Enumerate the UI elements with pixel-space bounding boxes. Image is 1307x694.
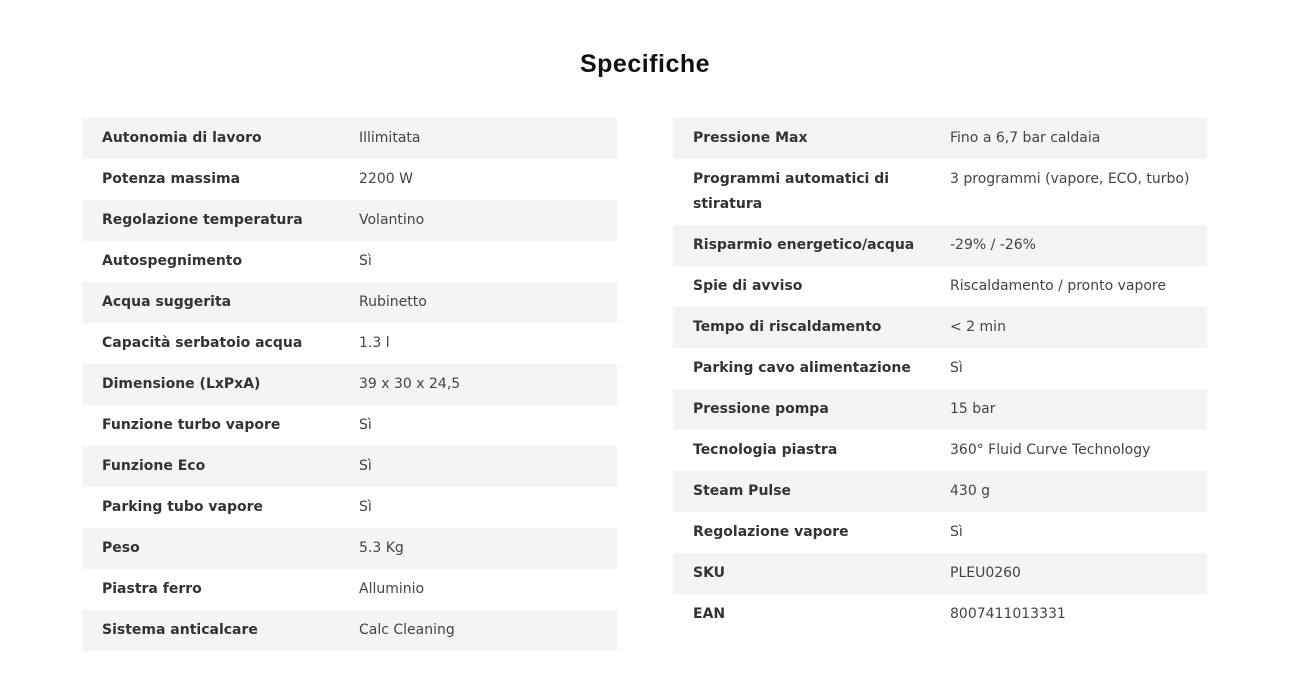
- spec-row: [82, 487, 617, 528]
- spec-value: 2200 W: [339, 159, 617, 200]
- spec-value: 3 programmi (vapore, ECO, turbo): [930, 159, 1207, 225]
- spec-row: [673, 225, 1207, 266]
- spec-label: Steam Pulse: [673, 471, 930, 512]
- spec-row: [673, 471, 1207, 512]
- spec-row: [673, 389, 1207, 430]
- spec-label: Parking tubo vapore: [82, 487, 339, 528]
- spec-row: [82, 364, 617, 405]
- spec-row: [82, 200, 617, 241]
- spec-value: PLEU0260: [930, 553, 1207, 594]
- spec-row: [673, 118, 1207, 159]
- spec-row: [673, 553, 1207, 594]
- spec-value: Sì: [339, 241, 617, 282]
- spec-value: 39 x 30 x 24,5: [339, 364, 617, 405]
- spec-label: Peso: [82, 528, 339, 569]
- spec-label: Spie di avviso: [673, 266, 930, 307]
- spec-row: [82, 282, 617, 323]
- spec-label: Autonomia di lavoro: [82, 118, 339, 159]
- spec-row: [673, 159, 1207, 225]
- spec-value: Volantino: [339, 200, 617, 241]
- spec-value: Sì: [339, 446, 617, 487]
- spec-row: [82, 323, 617, 364]
- spec-table-left-body: [82, 118, 617, 651]
- spec-row: [82, 610, 617, 651]
- spec-value: 430 g: [930, 471, 1207, 512]
- spec-value: Sì: [339, 487, 617, 528]
- spec-value: 1.3 l: [339, 323, 617, 364]
- spec-label: Funzione turbo vapore: [82, 405, 339, 446]
- spec-row: [82, 241, 617, 282]
- spec-row: [673, 430, 1207, 471]
- spec-value: 5.3 Kg: [339, 528, 617, 569]
- spec-row: [673, 266, 1207, 307]
- spec-label: Capacità serbatoio acqua: [82, 323, 339, 364]
- spec-label: EAN: [673, 594, 930, 635]
- spec-label: Risparmio energetico/acqua: [673, 225, 930, 266]
- spec-label: Parking cavo alimentazione: [673, 348, 930, 389]
- spec-row: [673, 594, 1207, 635]
- spec-value: Fino a 6,7 bar caldaia: [930, 118, 1207, 159]
- spec-label: Acqua suggerita: [82, 282, 339, 323]
- spec-label: Programmi automatici di stiratura: [673, 159, 930, 225]
- page-title: Specifiche: [579, 50, 711, 78]
- spec-row: [82, 405, 617, 446]
- spec-value: Riscaldamento / pronto vapore: [930, 266, 1207, 307]
- spec-row: [673, 348, 1207, 389]
- spec-value: < 2 min: [930, 307, 1207, 348]
- spec-value: Sì: [930, 348, 1207, 389]
- spec-label: Funzione Eco: [82, 446, 339, 487]
- spec-row: [82, 159, 617, 200]
- spec-label: Piastra ferro: [82, 569, 339, 610]
- spec-value: Calc Cleaning: [339, 610, 617, 651]
- spec-label: Pressione pompa: [673, 389, 930, 430]
- spec-label: Tecnologia piastra: [673, 430, 930, 471]
- spec-row: [673, 307, 1207, 348]
- spec-label: Dimensione (LxPxA): [82, 364, 339, 405]
- spec-value: Sì: [339, 405, 617, 446]
- spec-value: 360° Fluid Curve Technology: [930, 430, 1207, 471]
- spec-table-right-body: [673, 118, 1207, 635]
- spec-label: Sistema anticalcare: [82, 610, 339, 651]
- spec-label: Tempo di riscaldamento: [673, 307, 930, 348]
- spec-value: Alluminio: [339, 569, 617, 610]
- spec-value: 8007411013331: [930, 594, 1207, 635]
- spec-row: [82, 118, 617, 159]
- spec-table-left: [82, 118, 617, 651]
- spec-label: Potenza massima: [82, 159, 339, 200]
- spec-row: [82, 528, 617, 569]
- spec-table-right: [673, 118, 1207, 635]
- spec-label: Pressione Max: [673, 118, 930, 159]
- spec-label: Regolazione temperatura: [82, 200, 339, 241]
- spec-value: -29% / -26%: [930, 225, 1207, 266]
- spec-row: [673, 512, 1207, 553]
- spec-value: 15 bar: [930, 389, 1207, 430]
- spec-value: Sì: [930, 512, 1207, 553]
- spec-row: [82, 446, 617, 487]
- spec-value: Rubinetto: [339, 282, 617, 323]
- spec-label: Autospegnimento: [82, 241, 339, 282]
- spec-row: [82, 569, 617, 610]
- spec-label: SKU: [673, 553, 930, 594]
- spec-label: Regolazione vapore: [673, 512, 930, 553]
- spec-value: Illimitata: [339, 118, 617, 159]
